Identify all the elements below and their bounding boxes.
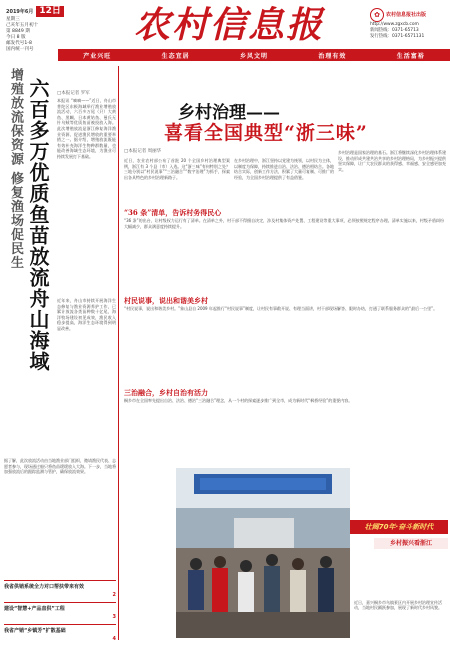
left-body: 据了解，此次放流活动由当地渔业部门组织，邀请渔民代表、志愿者参与，现场通过船只将鱼苗缓缓放入大海。下一步，当地将加强放流后的跟踪监测与管护，确保放流效果。: [4, 458, 116, 475]
issue-date: 2019年6月: [6, 8, 34, 15]
subhead: 村民说事，说出和谐美乡村: [124, 296, 208, 305]
hotline: 发行热线：0371-6571131: [370, 34, 425, 39]
teaser-list: [4, 580, 116, 646]
meta-line: 星期三: [6, 17, 20, 22]
publisher-info: [370, 8, 446, 40]
deck-headline: 六百多万优质鱼苗放流舟山海域: [26, 78, 50, 372]
teaser-item[interactable]: [4, 580, 116, 602]
main-body: 在乡村治理中，浙江坚持以党建为统领，以村民为主体，以制度为保障，持续推进自治、法治、德治相结合。各地结合实际，创新工作方法，积累了大量可复制、可推广的经验，为全国乡村治理提供了有益借鉴。: [234, 158, 334, 180]
teaser-item[interactable]: [4, 624, 116, 646]
anniversary-badge: 壮阔70年·奋斗新时代: [350, 520, 448, 534]
main-body: “36 条”的出台，让村级权力运行有了清单。在清单之外，村干部不得擅自决定，涉及村集体资产处置、工程建设等重大事项，必须按照规定程序办理。清单实施以来，村级矛盾纠纷大幅减少，群众满意度持续提升。: [124, 218, 444, 229]
teaser-page: 2: [112, 592, 116, 598]
left-body: 本报讯 “嘀嘀——”近日，舟山市普陀区东极海域举行渔业增殖放流活动，六百多万尾（只）大黄鱼、黑鲷、日本黄姑鱼、曼氏无针乌贼等优质鱼苗被投放入海。此次增殖放流是浙江修复海洋渔业资源、促进渔民增收的重要举措之一。据介绍，增殖放流既能有效补充海洋生物种群数量，也能改善海域生态环境，为渔业可持续发展打下基础。: [57, 98, 116, 159]
main-body: 乡村治理是国家治理的基石。浙江将继续深化乡村治理体系建设，推动形成共建共治共享的乡村治理格局，为乡村振兴提供坚实保障，让广大农民群众的获得感、幸福感、安全感更加充实。: [338, 150, 446, 172]
subhead: 三治融合，乡村自治有活力: [124, 388, 208, 397]
left-article: [0, 66, 118, 640]
left-byline: □本报记者 罗军: [57, 91, 90, 96]
main-body: “村民说事，说出和谐美乡村。”象山县自 2009 年起推行“村民说事”制度，让村民有事敞开说、有理当面讲，村干部现场解答、限时办结，打通了联系服务群众的“最后一公里”。: [124, 306, 438, 311]
meta-line: 邮发代号1-8: [6, 41, 32, 46]
column-divider: [118, 66, 119, 640]
nav-item: 乡风文明: [239, 52, 268, 60]
left-deck: [4, 68, 50, 448]
photo-caption: 近日，嘉兴桐乡市乌镇景区内开展乡村治理宣传活动，当地村民踊跃参加，展现了新时代乡村风貌。: [354, 600, 442, 611]
news-photo: [176, 468, 350, 638]
meta-line: 己亥年五月初十: [6, 23, 39, 28]
teaser-title: 建设“智慧+产品直供”工程: [4, 606, 65, 612]
main-headline: 喜看全国典型“浙三味”: [164, 122, 368, 144]
meta-line: 第 8849 期: [6, 29, 30, 34]
column-badge: 乡村振兴看浙江: [374, 538, 448, 549]
subhead: “36 条”清单，告诉村务得民心: [124, 208, 222, 217]
hotline: 新闻热线：0371-65713: [370, 28, 419, 33]
deck-subheadline: 增殖放流保资源 修复渔场促民生: [8, 68, 23, 270]
publisher-logo-icon: ✿: [370, 8, 384, 22]
teaser-page: 3: [112, 614, 116, 620]
meta-line: 今日 8 版: [6, 35, 26, 40]
main-body: 桐乡市在全国率先提出自治、法治、德治“三治融合”理念，从一个村的探索逐步推广到全市，成为新时代“枫桥经验”的重要内容。: [124, 398, 353, 403]
nav-item: 生活富裕: [396, 52, 425, 60]
issue-info: [6, 6, 84, 53]
issue-day: 12日: [36, 6, 64, 17]
meta-line: 国内统一刊号: [6, 47, 34, 52]
main-intro: 近日，农业农村部公布了首批 20 个全国乡村治理典型案例，浙江有 3 个县（市）入选。这“浙三味”有何特别之处？三地分别以“村民说事”“三治融合”“数字治理”为抓手，探索出各具特色的乡村治理新路子。: [124, 158, 230, 180]
publisher-name: 农村信息报社出版: [386, 12, 427, 18]
nav-item: 生态宜居: [161, 52, 190, 60]
teaser-title: 我省供销系统全力对口帮扶带来有效: [4, 584, 85, 590]
photo-illustration: [176, 468, 350, 638]
left-body: 近年来，舟山市持续开展海洋生态修复与渔业资源养护工作，已累计放流各类苗种数十亿尾，海洋牧场建设初见成效，渔民收入稳步提高，海洋生态环境得到明显改善。: [57, 298, 116, 331]
teaser-item[interactable]: [4, 602, 116, 624]
section-nav: [58, 49, 450, 61]
masthead: [0, 0, 450, 66]
teaser-page: 4: [112, 636, 116, 642]
nav-item: 治理有效: [318, 52, 347, 60]
teaser-title: 我省产销“乡镇芳”扩散基础: [4, 628, 66, 634]
main-kicker: 乡村治理——: [178, 103, 280, 123]
nav-item: 产业兴旺: [83, 52, 112, 60]
newspaper-title: 农村信息报: [133, 4, 324, 46]
main-byline: □本报记者 周丽华: [124, 149, 162, 154]
website: http://www.zgxcb.com: [370, 22, 419, 27]
